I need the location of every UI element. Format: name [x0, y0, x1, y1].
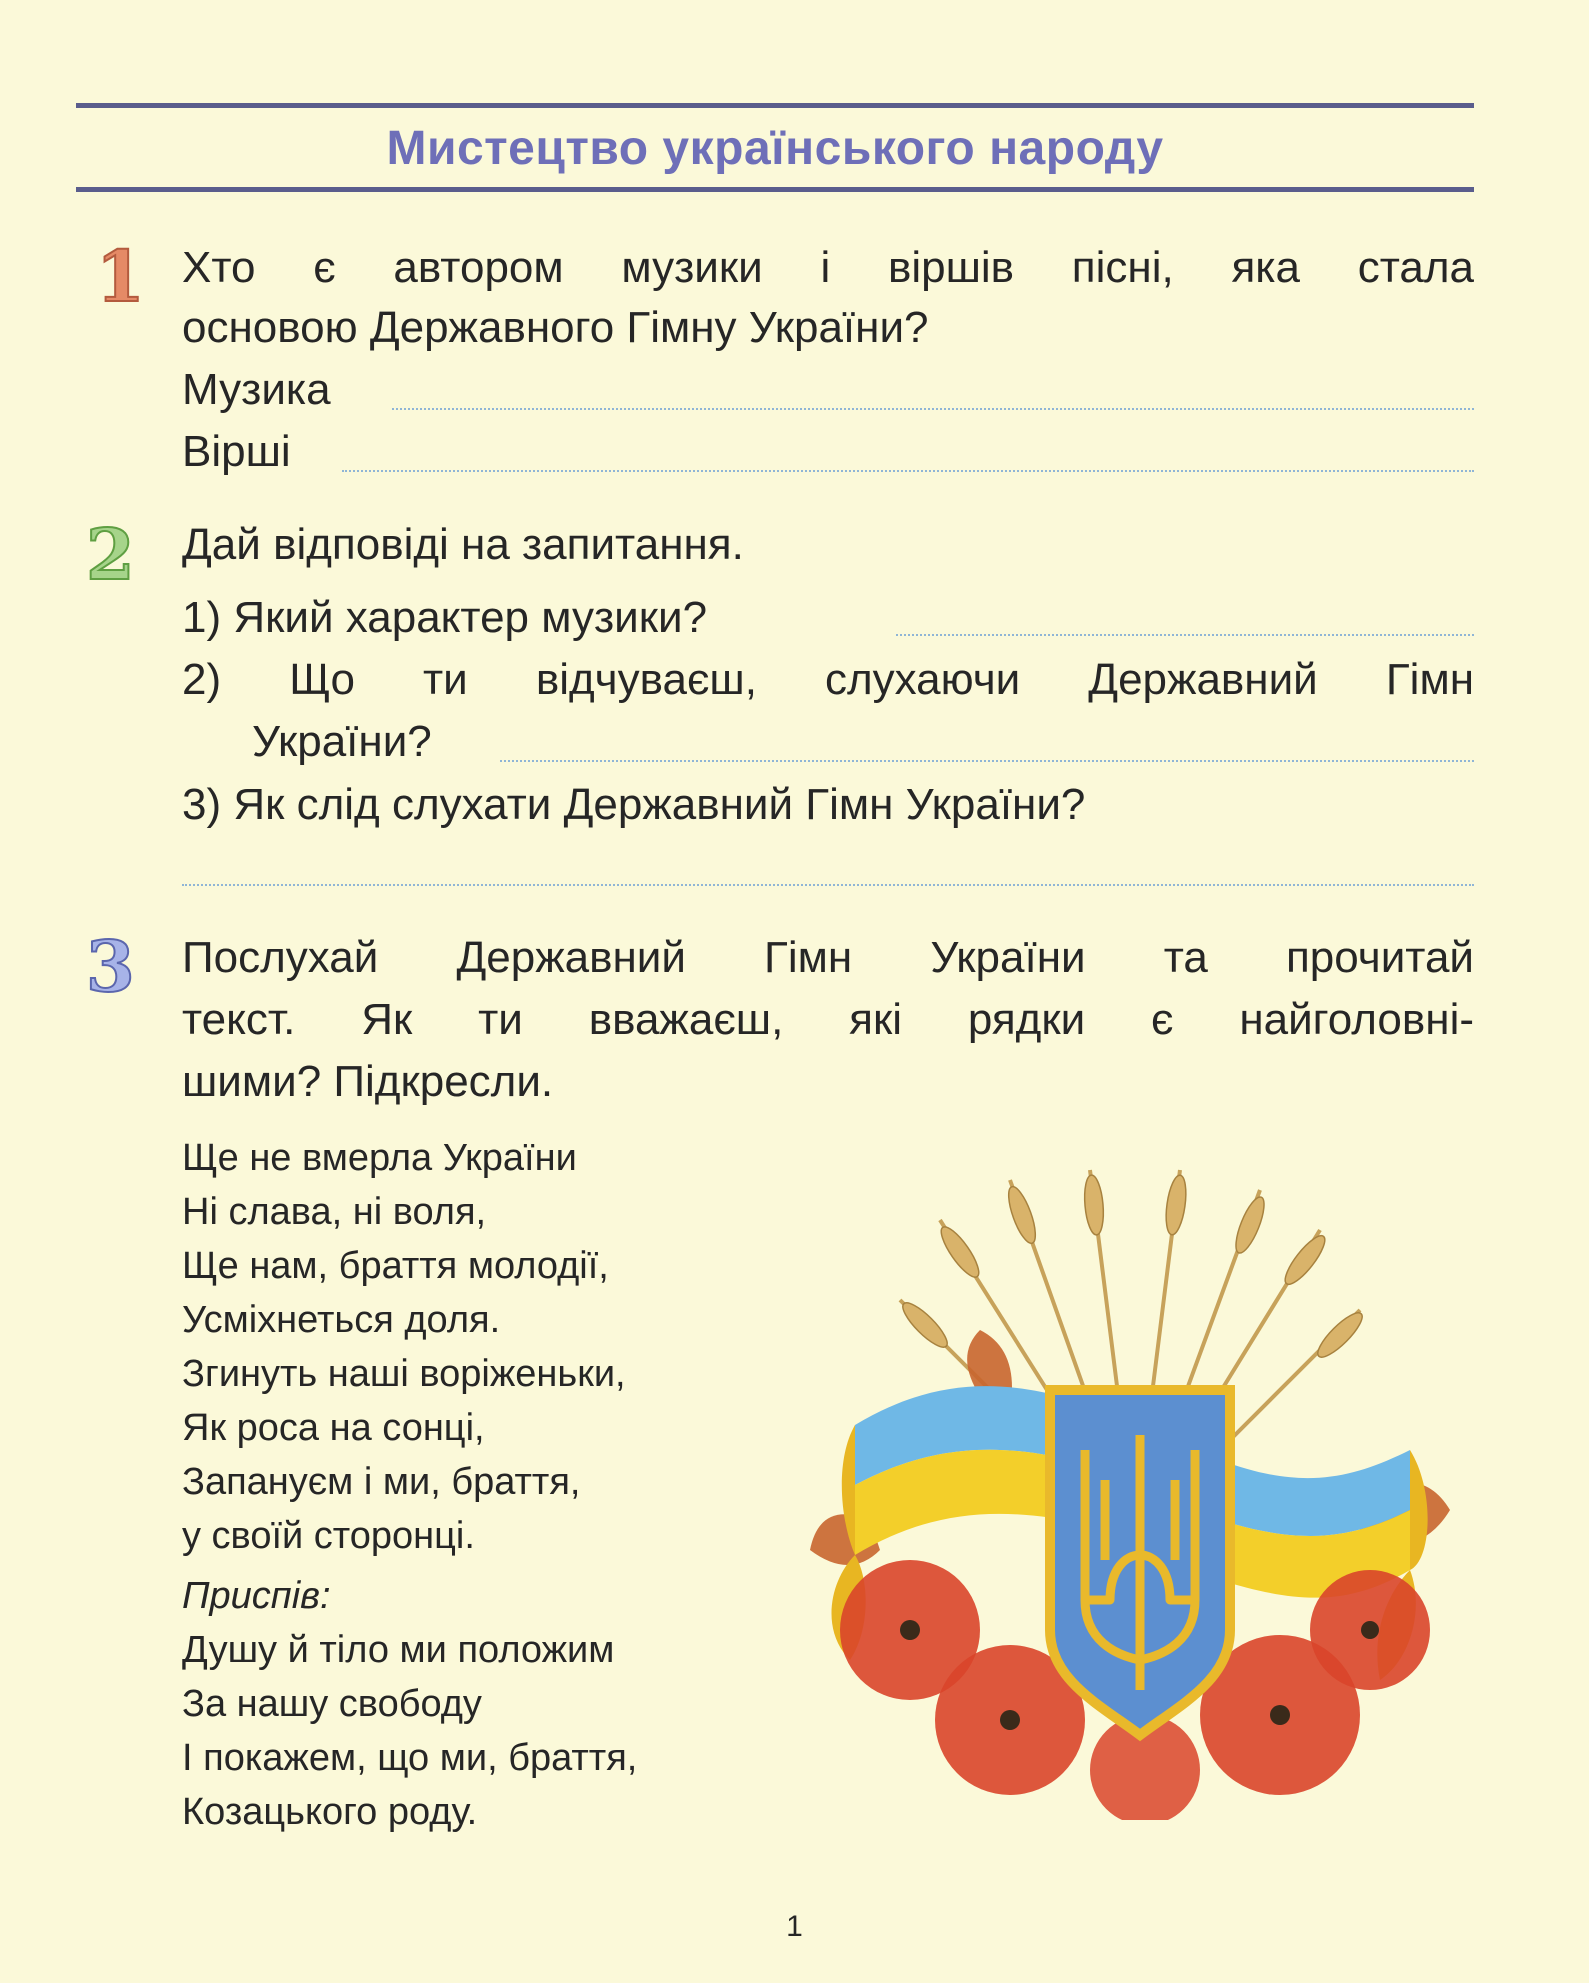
task-2-intro: Дай відповіді на запитання. — [182, 520, 744, 569]
title-rule-bottom — [76, 187, 1474, 192]
task-2-number: 2 — [86, 513, 135, 596]
chorus-line[interactable]: За нашу свободу — [182, 1683, 482, 1725]
verse-line[interactable]: Усміхнеться доля. — [182, 1299, 501, 1341]
task-1-verses-answer-line[interactable] — [342, 470, 1474, 472]
task-3-text-line-3: шими? Підкресли. — [182, 1057, 554, 1106]
task-2-answer-2-line[interactable] — [500, 760, 1474, 762]
task-1-verses-label: Вірші — [182, 427, 291, 476]
task-2-question-2-line-1: 2) Що ти відчуваєш, слухаючи Державний Гімн — [182, 655, 1474, 704]
page-title: Мистецтво українського народу — [386, 122, 1164, 175]
task-1-music-label: Музика — [182, 365, 331, 414]
chorus-line[interactable]: І покажем, що ми, браття, — [182, 1737, 638, 1779]
verse-line[interactable]: Згинуть наші воріженьки, — [182, 1353, 626, 1395]
task-1-music-answer-line[interactable] — [392, 408, 1474, 410]
task-3-text-line-1: Послухай Державний Гімн України та прочитай — [182, 933, 1474, 982]
verse-line[interactable]: Запануєм і ми, браття, — [182, 1461, 581, 1503]
verse-line[interactable]: Ще не вмерла України — [182, 1137, 577, 1179]
task-2-question-1: 1) Який характер музики? — [182, 593, 708, 642]
task-1-number: 1 — [96, 235, 145, 318]
title-rule-top — [76, 103, 1474, 108]
task-2-answer-3-line[interactable] — [182, 884, 1474, 886]
verse-line[interactable]: Ще нам, браття молодії, — [182, 1245, 609, 1287]
task-1-question-line-1: Хто є автором музики і віршів пісні, яка стала — [182, 243, 1474, 292]
task-2-answer-1-line[interactable] — [896, 634, 1474, 636]
chorus-label: Приспів: — [182, 1575, 331, 1617]
chorus-line[interactable]: Козацького роду. — [182, 1791, 478, 1833]
anthem-text — [182, 1131, 637, 1839]
task-3-number: 3 — [86, 925, 135, 1008]
task-1-question-line-2: основою Державного Гімну України? — [182, 303, 929, 352]
verse-line[interactable]: Ні слава, ні воля, — [182, 1191, 487, 1233]
verse-line[interactable]: у своїй сторонці. — [182, 1515, 475, 1557]
task-2-question-2-line-2: України? — [252, 717, 432, 766]
task-3-text-line-2: текст. Як ти вважаєш, які рядки є найголовні- — [182, 995, 1474, 1044]
chorus-line[interactable]: Душу й тіло ми положим — [182, 1629, 615, 1671]
coat-of-arms-illustration — [760, 1160, 1480, 1820]
verse-line[interactable]: Як роса на сонці, — [182, 1407, 485, 1449]
task-2-question-3: 3) Як слід слухати Державний Гімн України? — [182, 780, 1086, 829]
page-number: 1 — [786, 1910, 803, 1943]
